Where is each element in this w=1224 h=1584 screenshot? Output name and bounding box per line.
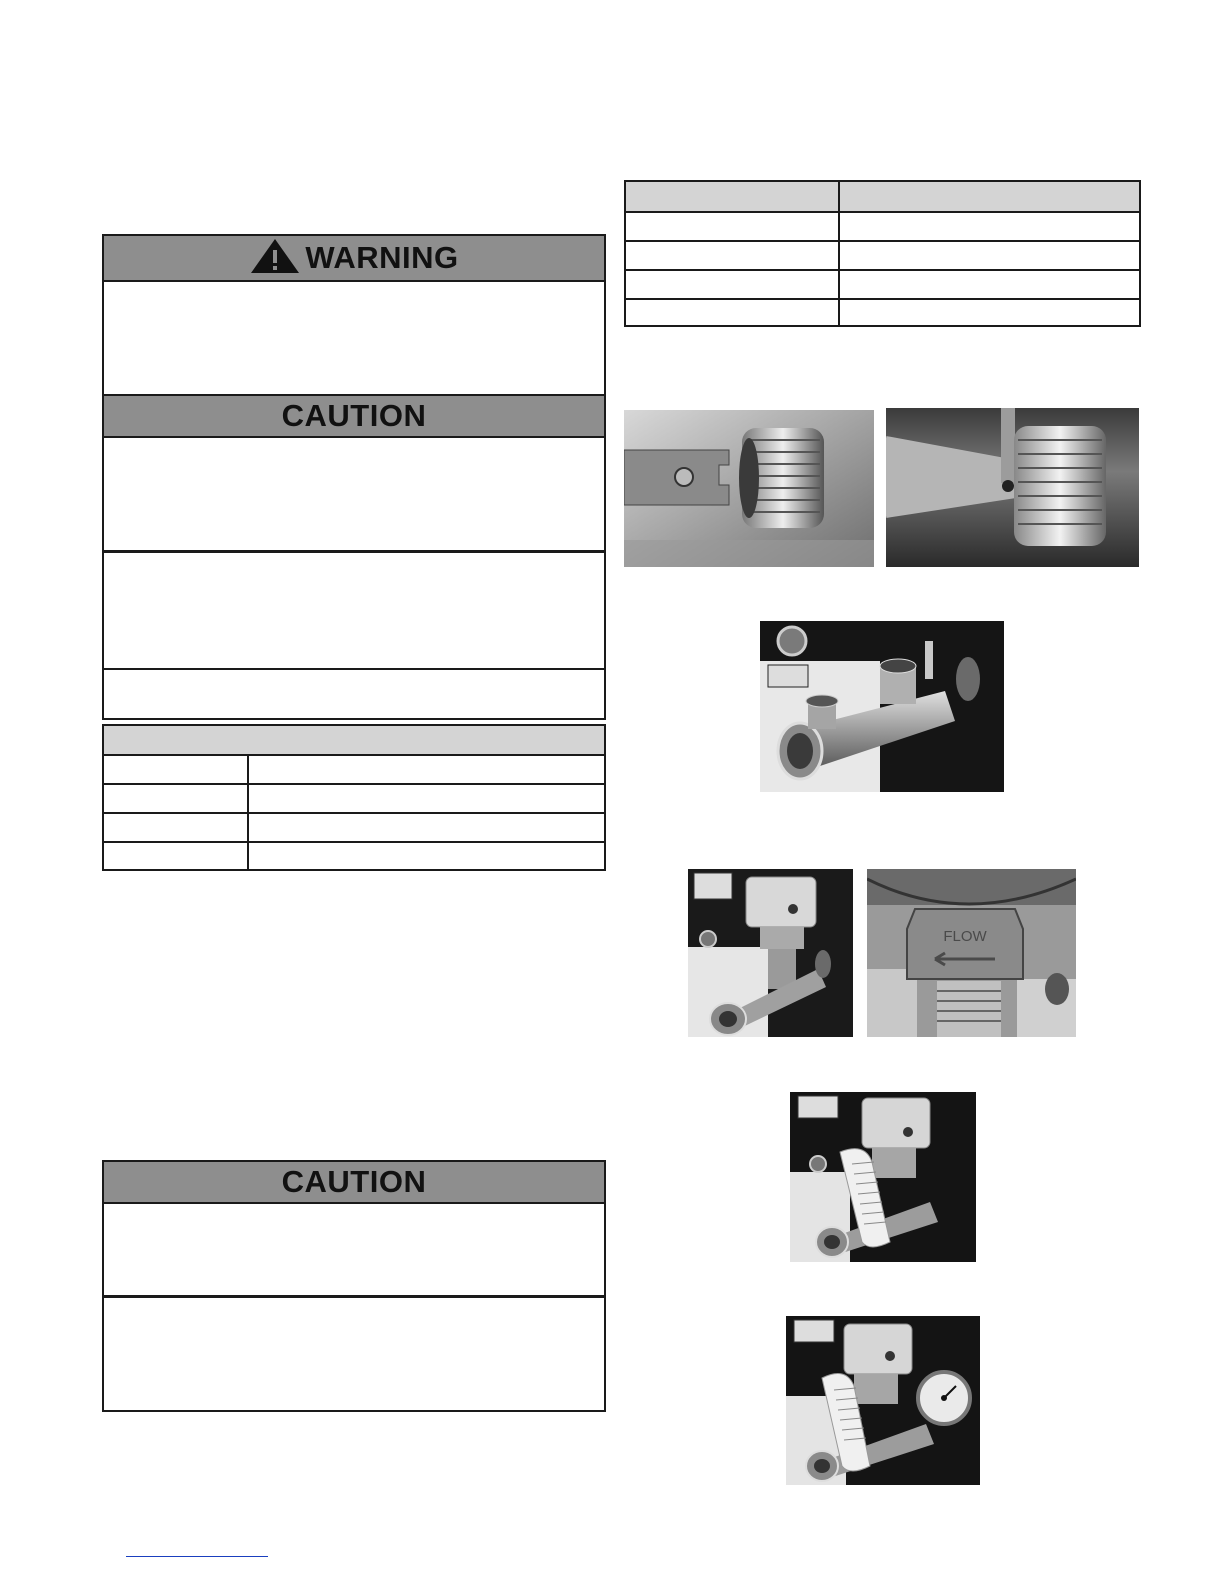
right-table — [624, 180, 1141, 327]
warning-triangle-icon — [249, 237, 301, 280]
photo-tag-attached — [790, 1092, 976, 1262]
warning-header — [104, 236, 604, 282]
right-table-header — [626, 182, 1139, 211]
caution-box-2 — [102, 1160, 606, 1412]
warning-label: WARNING — [305, 240, 459, 275]
flow-embossed-text: FLOW — [943, 928, 987, 945]
caution-divider-2 — [104, 1295, 604, 1298]
left-table-column-divider — [247, 754, 249, 869]
caution-label-1: CAUTION — [281, 398, 427, 433]
caution-divider-1b — [104, 668, 604, 670]
right-table-row — [626, 211, 1139, 213]
right-table-column-divider — [838, 182, 840, 325]
caution-divider-1a — [104, 550, 604, 553]
caution-header-2 — [104, 1162, 604, 1204]
flow-switch-photo — [688, 869, 853, 1037]
pressure-gauge-photo — [786, 1316, 980, 1485]
flow-switch-paddle-photo — [886, 408, 1139, 567]
warning-box — [102, 234, 606, 396]
photo-bushing-paddle — [624, 410, 874, 567]
photo-tee-on-heater — [760, 621, 1004, 792]
flow-switch-paddle-photo — [624, 410, 874, 567]
left-table-header — [104, 726, 604, 754]
right-table-row — [626, 269, 1139, 271]
left-table-row — [104, 812, 604, 814]
photo-flow-arrow — [867, 869, 1076, 1037]
caution-label-2: CAUTION — [281, 1164, 427, 1199]
photo-paddle-inserted — [886, 408, 1139, 567]
pipe-tee-photo — [760, 621, 1004, 792]
caution-header-1 — [104, 396, 604, 438]
photo-gauge-installed — [786, 1316, 980, 1485]
flow-direction-arrow-photo — [867, 869, 1076, 1037]
right-table-row — [626, 298, 1139, 300]
photo-flow-switch-installed — [688, 869, 853, 1037]
footer-link-underline[interactable] — [126, 1556, 268, 1557]
left-table-row — [104, 841, 604, 843]
left-table — [102, 724, 606, 871]
tag-photo — [790, 1092, 976, 1262]
left-table-row — [104, 783, 604, 785]
caution-box-1 — [102, 394, 606, 720]
left-table-row — [104, 754, 604, 756]
right-table-row — [626, 240, 1139, 242]
